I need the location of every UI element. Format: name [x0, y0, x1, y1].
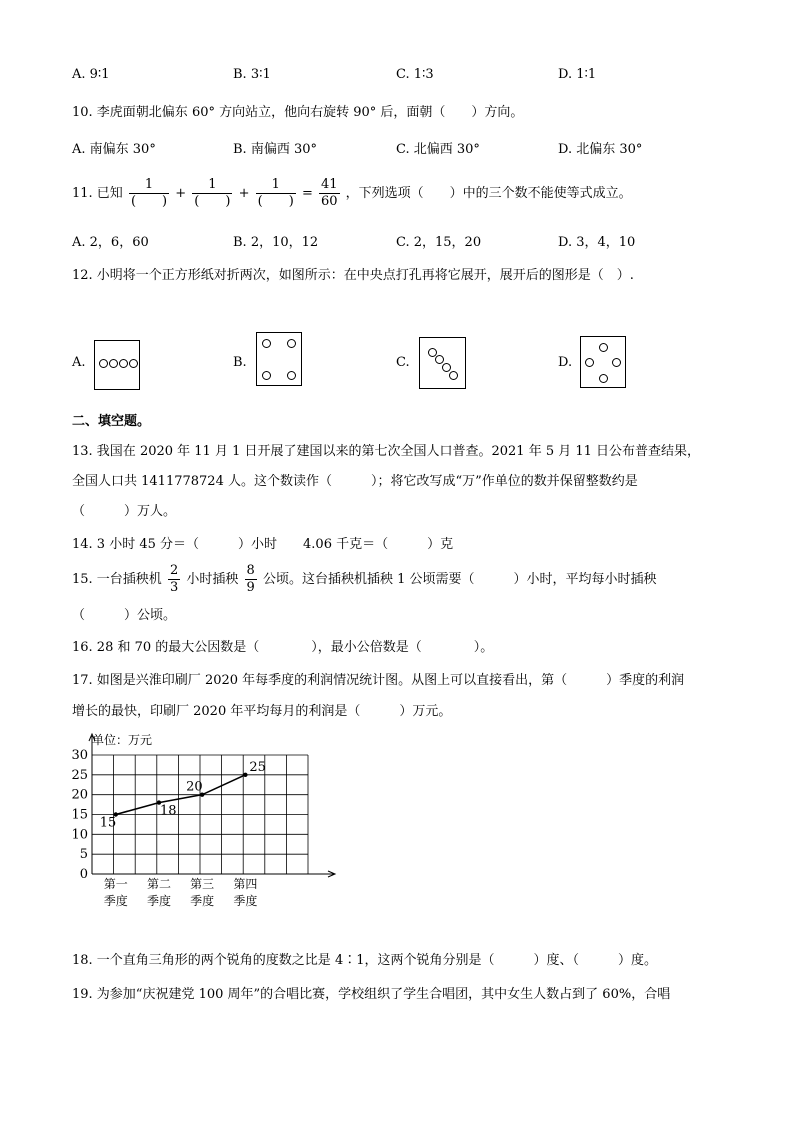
hole-icon: [599, 374, 608, 383]
hole-icon: [119, 359, 128, 368]
data-label: 15: [99, 815, 117, 831]
hole-icon: [612, 358, 621, 367]
x-tick-label: 第三: [190, 877, 215, 891]
q10-option-a: A. 南偏东 30°: [72, 142, 156, 157]
q15-suffix: 公顷。这台插秧机插秧 1 公顷需要（ ）小时，平均每小时插秧: [262, 572, 657, 587]
y-tick-label: 30: [71, 748, 88, 763]
data-label: 18: [159, 803, 177, 819]
q11-equation: [72, 177, 632, 211]
q17-line-1: 17. 如图是兴淮印刷厂 2020 年每季度的利润情况统计图。从图上可以直接看出，第（ ）季度的利润: [72, 673, 685, 688]
q11-fraction-1: $\frac{1}{( )}$: [130, 177, 168, 209]
x-tick-label: 季度: [190, 894, 215, 908]
q10-option-d: D. 北偏东 30°: [558, 142, 643, 157]
q12-figure-a: [94, 340, 140, 390]
q11-option-b: B. 2，10，12: [233, 235, 319, 250]
data-point: [243, 773, 247, 777]
q10-option-c: C. 北偏西 30°: [396, 142, 480, 157]
chart-labels: [71, 748, 265, 908]
q16-text: 16. 28 和 70 的最大公因数是（ ），最小公倍数是（ ）。: [72, 640, 494, 655]
y-tick-label: 5: [79, 847, 88, 863]
q11-option-d: D. 3，4，10: [558, 235, 636, 250]
q11-option-c: C. 2，15，20: [396, 235, 482, 250]
q9-option-b: B. 3∶1: [233, 67, 271, 82]
q9-option-d: D. 1∶1: [558, 67, 597, 82]
q11-plus-2: +: [238, 186, 250, 201]
hole-icon: [442, 363, 451, 372]
chart-unit-label: 单位：万元: [92, 733, 153, 747]
x-tick-label: 季度: [146, 894, 171, 908]
hole-icon: [599, 343, 608, 352]
y-tick-label: 10: [71, 827, 88, 843]
x-tick-label: 第四: [233, 877, 258, 891]
hole-icon: [99, 359, 108, 368]
y-tick-label: 25: [71, 767, 88, 783]
q11-prefix: 11. 已知: [72, 186, 123, 201]
hole-icon: [262, 339, 271, 348]
q15-mid: 小时插秧: [186, 572, 239, 587]
q12-label-a: A.: [72, 355, 86, 370]
q17-line-2: 增长的最快，印刷厂 2020 年平均每月的利润是（ ）万元。: [72, 704, 452, 719]
q9-option-c: C. 1∶3: [396, 67, 434, 82]
q11-fraction-3: $\frac{1}{( )}$: [257, 177, 294, 209]
data-label: 25: [249, 759, 266, 775]
q12-label-b: B.: [233, 355, 247, 370]
q15-fraction-1: $\frac{2}{3}$: [169, 563, 179, 595]
q11-suffix: ，下列选项（ ）中的三个数不能使等式成立。: [345, 186, 632, 201]
q12-figure-d: [580, 336, 626, 388]
q10-option-b: B. 南偏西 30°: [233, 142, 317, 157]
q14-text: 14. 3 小时 45 分＝（ ）小时 4.06 千克＝（ ）克: [72, 537, 454, 552]
hole-icon: [287, 371, 296, 380]
q12-label-d: D.: [558, 355, 573, 370]
q19-text: 19. 为参加“庆祝建党 100 周年”的合唱比赛，学校组织了学生合唱团，其中女生人数占到了 60%，合唱: [72, 987, 671, 1002]
q15-fraction-2: $\frac{8}{9}$: [246, 563, 255, 595]
x-tick-label: 季度: [103, 894, 128, 908]
q13-line-3: （ ）万人。: [72, 504, 177, 519]
q13-line-1: 13. 我国在 2020 年 11 月 1 日开展了建国以来的第七次全国人口普查。2021 年 5 月 11 日公布普查结果，: [72, 444, 701, 459]
section-title: 二、填空题。: [72, 414, 151, 429]
q12-figure-b: [256, 332, 302, 386]
hole-icon: [435, 355, 444, 364]
chart-grid: [92, 755, 308, 874]
hole-icon: [585, 358, 594, 367]
q15-prefix: 15. 一台插秧机: [72, 572, 162, 587]
hole-icon: [449, 371, 458, 380]
q12-label-c: C.: [396, 355, 410, 370]
q13-line-2: 全国人口共 1411778724 人。这个数读作（ ）；将它改写成“万”作单位的数并保留整数约是: [72, 474, 638, 489]
q12-text: 12. 小明将一个正方形纸对折两次，如图所示：在中央点打孔再将它展开，展开后的图形是（ ）.: [72, 268, 634, 283]
x-tick-label: 第一: [103, 877, 128, 891]
hole-icon: [129, 359, 138, 368]
data-label: 20: [186, 779, 203, 795]
q11-fraction-2: $\frac{1}{( )}$: [194, 177, 231, 209]
x-tick-label: 第二: [146, 877, 171, 891]
y-tick-label: 0: [79, 867, 88, 882]
hole-icon: [109, 359, 118, 368]
q11-equals: =: [301, 186, 313, 201]
q11-result-fraction: $\frac{41}{60}$: [320, 177, 338, 209]
profit-line-chart: [60, 728, 350, 913]
q18-text: 18. 一个直角三角形的两个锐角的度数之比是 4∶1，这两个锐角分别是（ ）度、（ ）度。: [72, 953, 657, 968]
hole-icon: [287, 339, 296, 348]
q12-figure-c: [419, 337, 466, 389]
x-tick-label: 季度: [233, 894, 258, 908]
chart-axes: [89, 734, 335, 877]
q15-line-2: （ ）公顷。: [72, 608, 177, 623]
q11-plus-1: +: [175, 186, 187, 201]
y-tick-label: 15: [71, 807, 88, 823]
hole-icon: [262, 371, 271, 380]
y-tick-label: 20: [71, 787, 88, 803]
q9-option-a: A. 9∶1: [72, 67, 110, 82]
q15-line-1: [72, 562, 657, 598]
q10-text: 10. 李虎面朝北偏东 60° 方向站立，他向右旋转 90° 后，面朝（ ）方向。: [72, 105, 524, 120]
q11-option-a: A. 2，6，60: [72, 235, 149, 250]
